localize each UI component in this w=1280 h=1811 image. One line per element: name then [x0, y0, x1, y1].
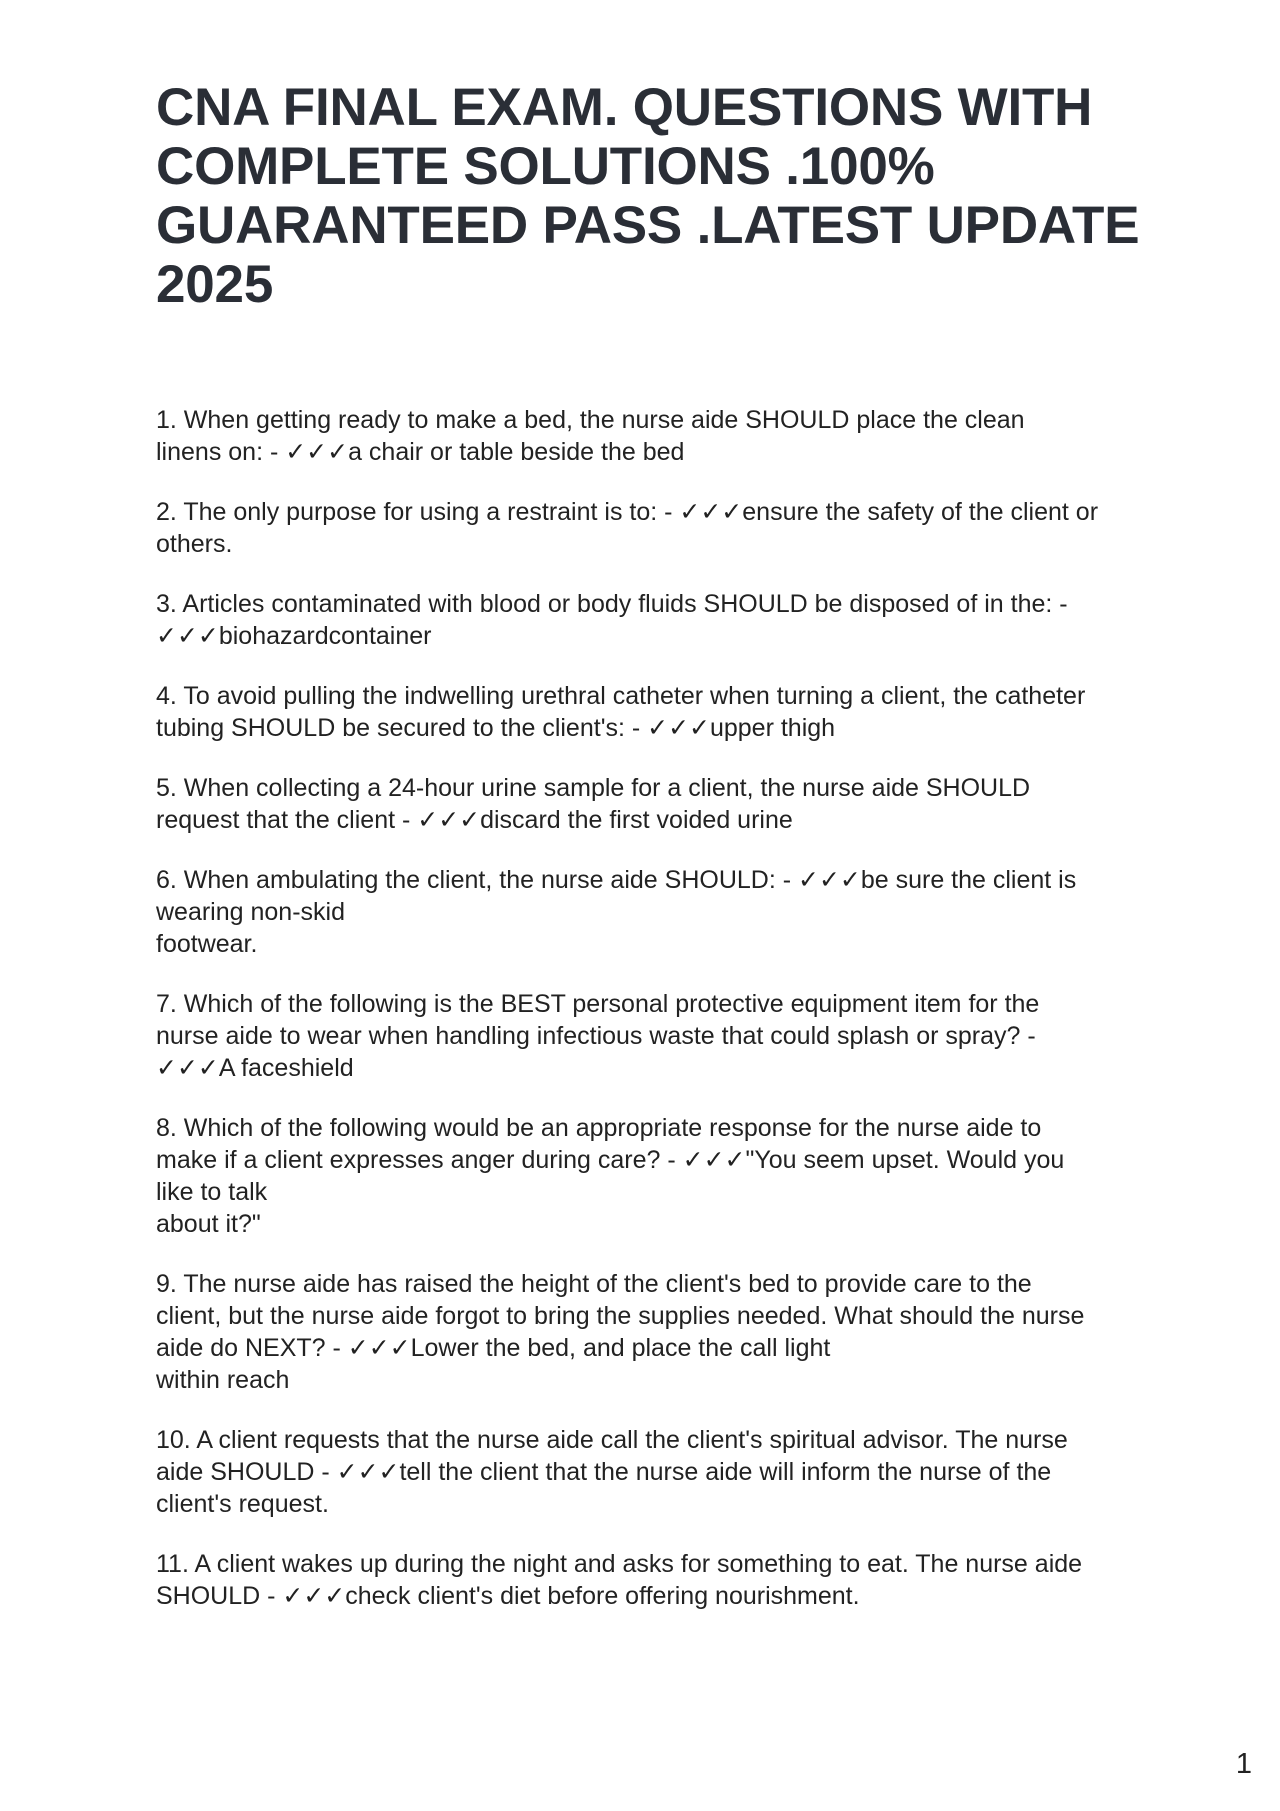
question-line: 4. To avoid pulling the indwelling urethral catheter when turning a client, the catheter: [156, 682, 1086, 710]
question-line: footwear.: [156, 930, 258, 958]
question-line: ✓✓✓biohazardcontainer: [156, 622, 432, 650]
question-line: tubing SHOULD be secured to the client's: - ✓✓✓upper thigh: [156, 714, 836, 742]
question-line: 9. The nurse aide has raised the height of the client's bed to provide care to the: [156, 1270, 1032, 1298]
question-line: wearing non-skid: [156, 898, 345, 926]
question-line: within reach: [156, 1366, 290, 1394]
title-line: 2025: [156, 255, 274, 314]
question-item: [156, 404, 1146, 468]
question-line: SHOULD - ✓✓✓check client's diet before offering nourishment.: [156, 1582, 860, 1610]
question-item: [156, 988, 1146, 1084]
question-line: 7. Which of the following is the BEST personal protective equipment item for the: [156, 990, 1040, 1018]
question-line: aide do NEXT? - ✓✓✓Lower the bed, and place the call light: [156, 1334, 831, 1362]
question-item: [156, 864, 1146, 960]
question-line: others.: [156, 530, 233, 558]
question-line: 2. The only purpose for using a restraint is to: - ✓✓✓ensure the safety of the client or: [156, 498, 1099, 526]
title-line: COMPLETE SOLUTIONS .100%: [156, 137, 935, 196]
question-item: [156, 772, 1146, 836]
question-item: [156, 496, 1146, 560]
question-line: 11. A client wakes up during the night and asks for something to eat. The nurse aide: [156, 1550, 1083, 1578]
title-line: CNA FINAL EXAM. QUESTIONS WITH: [156, 78, 1093, 137]
question-item: [156, 1268, 1146, 1396]
question-line: make if a client expresses anger during care? - ✓✓✓"You seem upset. Would you: [156, 1146, 1065, 1174]
question-item: [156, 588, 1146, 652]
question-line: 5. When collecting a 24-hour urine sample for a client, the nurse aide SHOULD: [156, 774, 1031, 802]
question-item: [156, 1112, 1146, 1240]
question-line: 10. A client requests that the nurse aide call the client's spiritual advisor. The nurse: [156, 1426, 1068, 1454]
question-item: [156, 680, 1146, 744]
question-line: like to talk: [156, 1178, 268, 1206]
title-line: GUARANTEED PASS .LATEST UPDATE: [156, 196, 1140, 255]
question-line: about it?": [156, 1210, 261, 1238]
question-line: 8. Which of the following would be an appropriate response for the nurse aide to: [156, 1114, 1042, 1142]
question-line: client's request.: [156, 1490, 329, 1518]
question-line: 3. Articles contaminated with blood or body fluids SHOULD be disposed of in the: -: [156, 590, 1068, 618]
question-list: [156, 404, 1146, 1640]
page-number: 1: [1235, 1748, 1252, 1780]
question-item: [156, 1548, 1146, 1612]
question-line: nurse aide to wear when handling infectious waste that could splash or spray? -: [156, 1022, 1036, 1050]
question-line: ✓✓✓A faceshield: [156, 1054, 354, 1082]
question-line: request that the client - ✓✓✓discard the first voided urine: [156, 806, 793, 834]
question-line: 6. When ambulating the client, the nurse aide SHOULD: - ✓✓✓be sure the client is: [156, 866, 1077, 894]
question-line: 1. When getting ready to make a bed, the nurse aide SHOULD place the clean: [156, 406, 1025, 434]
question-item: [156, 1424, 1146, 1520]
question-line: client, but the nurse aide forgot to bring the supplies needed. What should the nurse: [156, 1302, 1085, 1330]
document-title: [156, 78, 1156, 314]
question-line: aide SHOULD - ✓✓✓tell the client that the nurse aide will inform the nurse of the: [156, 1458, 1052, 1486]
question-line: linens on: - ✓✓✓a chair or table beside the bed: [156, 438, 685, 466]
